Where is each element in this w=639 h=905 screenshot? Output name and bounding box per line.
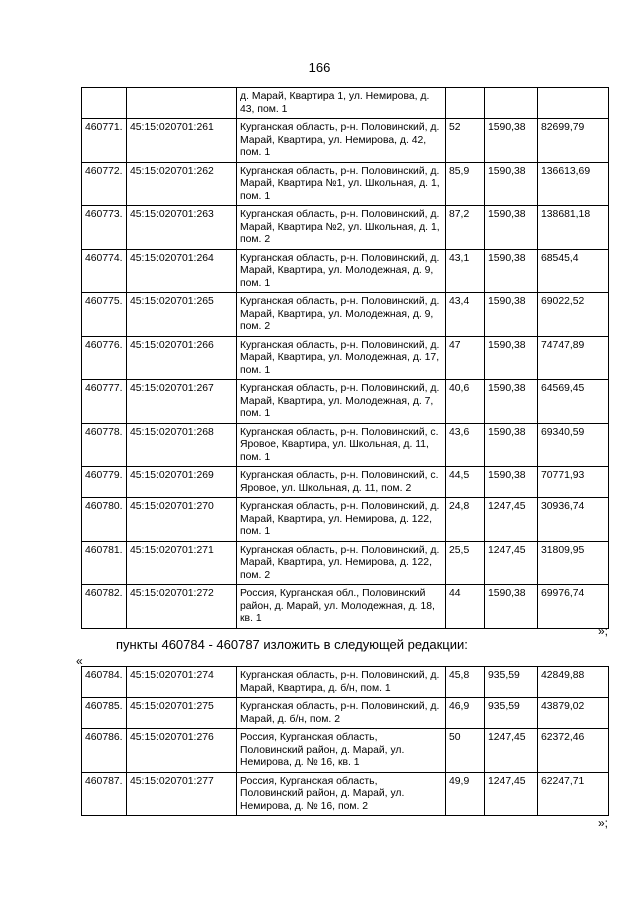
- address-cell: Курганская область, р-н. Половинский, д. Марай, д. б/н, пом. 2: [237, 698, 446, 729]
- rate-cell: 1247,45: [485, 772, 538, 816]
- cadastral-value-cell: 62372,46: [538, 729, 609, 773]
- cadastral-number-cell: 45:15:020701:276: [127, 729, 237, 773]
- address-cell: Курганская область, р-н. Половинский, д. Марай, Квартира, ул. Молодежная, д. 9, пом. 2: [237, 293, 446, 337]
- table-row: [82, 119, 609, 163]
- row-number-cell: [82, 88, 127, 119]
- area-cell: 43,6: [446, 423, 485, 467]
- rate-cell: 1590,38: [485, 206, 538, 250]
- cadastral-value-cell: 69022,52: [538, 293, 609, 337]
- row-number-cell: 460778.: [82, 423, 127, 467]
- rate-cell: 1590,38: [485, 467, 538, 498]
- cadastral-number-cell: 45:15:020701:265: [127, 293, 237, 337]
- rate-cell: 1247,45: [485, 498, 538, 542]
- row-number-cell: 460773.: [82, 206, 127, 250]
- address-cell: Курганская область, р-н. Половинский, д. Марай, Квартира, ул. Молодежная, д. 9, пом. 1: [237, 249, 446, 293]
- cadastral-value-cell: 62247,71: [538, 772, 609, 816]
- area-cell: 46,9: [446, 698, 485, 729]
- table-row: [82, 206, 609, 250]
- cadastral-value-cell: 42849,88: [538, 667, 609, 698]
- cadastral-value-cell: 138681,18: [538, 206, 609, 250]
- rate-cell: 1247,45: [485, 729, 538, 773]
- rate-cell: 1590,38: [485, 119, 538, 163]
- table-row: [82, 423, 609, 467]
- cadastral-number-cell: 45:15:020701:263: [127, 206, 237, 250]
- area-cell: 40,6: [446, 380, 485, 424]
- row-number-cell: 460772.: [82, 162, 127, 206]
- cadastral-value-cell: 64569,45: [538, 380, 609, 424]
- row-number-cell: 460779.: [82, 467, 127, 498]
- cadastral-value-cell: 30936,74: [538, 498, 609, 542]
- rate-cell: 1590,38: [485, 249, 538, 293]
- area-cell: 85,9: [446, 162, 485, 206]
- row-number-cell: 460782.: [82, 585, 127, 629]
- table-body: [82, 667, 609, 816]
- table-body: [82, 88, 609, 629]
- row-number-cell: 460781.: [82, 541, 127, 585]
- cadastral-value-cell: 70771,93: [538, 467, 609, 498]
- area-cell: 25,5: [446, 541, 485, 585]
- area-cell: 44,5: [446, 467, 485, 498]
- table-row: [82, 585, 609, 629]
- area-cell: 43,1: [446, 249, 485, 293]
- cadastral-number-cell: 45:15:020701:268: [127, 423, 237, 467]
- cadastral-number-cell: 45:15:020701:264: [127, 249, 237, 293]
- address-cell: Россия, Курганская обл., Половинский район, д. Марай, ул. Молодежная, д. 18, кв. 1: [237, 585, 446, 629]
- address-cell: Курганская область, р-н. Половинский, с. Яровое, ул. Школьная, д. 11, пом. 2: [237, 467, 446, 498]
- rate-cell: 935,59: [485, 667, 538, 698]
- address-cell: Курганская область, р-н. Половинский, д. Марай, Квартира, ул. Немирова, д. 42, пом. 1: [237, 119, 446, 163]
- cadastral-number-cell: 45:15:020701:272: [127, 585, 237, 629]
- row-number-cell: 460771.: [82, 119, 127, 163]
- address-cell: Курганская область, р-н. Половинский, д. Марай, Квартира, ул. Молодежная, д. 17, пом. 1: [237, 336, 446, 380]
- cadastral-number-cell: 45:15:020701:277: [127, 772, 237, 816]
- address-cell: Курганская область, р-н. Половинский, д. Марай, Квартира №2, ул. Школьная, д. 1, пом. 2: [237, 206, 446, 250]
- cadastral-value-cell: 43879,02: [538, 698, 609, 729]
- table-row: [82, 249, 609, 293]
- cadastral-value-cell: 69976,74: [538, 585, 609, 629]
- address-cell: Курганская область, р-н. Половинский, д. Марай, Квартира, д. б/н, пом. 1: [237, 667, 446, 698]
- cadastral-number-cell: 45:15:020701:269: [127, 467, 237, 498]
- cadastral-value-cell: 69340,59: [538, 423, 609, 467]
- table-row: [82, 467, 609, 498]
- rate-cell: 1590,38: [485, 336, 538, 380]
- cadastral-number-cell: [127, 88, 237, 119]
- address-cell: Россия, Курганская область, Половинский район, д. Марай, ул. Немирова, д. № 16, пом. 2: [237, 772, 446, 816]
- address-cell: Россия, Курганская область, Половинский район, д. Марай, ул. Немирова, д. № 16, кв. 1: [237, 729, 446, 773]
- address-cell: Курганская область, р-н. Половинский, д. Марай, Квартира №1, ул. Школьная, д. 1, пом. 1: [237, 162, 446, 206]
- cadastral-number-cell: 45:15:020701:267: [127, 380, 237, 424]
- cadastral-value-cell: [538, 88, 609, 119]
- row-number-cell: 460780.: [82, 498, 127, 542]
- table-row: [82, 162, 609, 206]
- area-cell: 49,9: [446, 772, 485, 816]
- table-row: [82, 293, 609, 337]
- cadastral-number-cell: 45:15:020701:271: [127, 541, 237, 585]
- rate-cell: 1590,38: [485, 585, 538, 629]
- table-row: [82, 88, 609, 119]
- cadastral-table-amended: [81, 666, 609, 816]
- rate-cell: 935,59: [485, 698, 538, 729]
- table-row: [82, 498, 609, 542]
- cadastral-number-cell: 45:15:020701:270: [127, 498, 237, 542]
- cadastral-value-cell: 82699,79: [538, 119, 609, 163]
- area-cell: 44: [446, 585, 485, 629]
- address-cell: Курганская область, р-н. Половинский, д. Марай, Квартира, ул. Молодежная, д. 7, пом. 1: [237, 380, 446, 424]
- area-cell: 43,4: [446, 293, 485, 337]
- rate-cell: 1590,38: [485, 293, 538, 337]
- rate-cell: 1590,38: [485, 162, 538, 206]
- row-number-cell: 460785.: [82, 698, 127, 729]
- cadastral-value-cell: 136613,69: [538, 162, 609, 206]
- address-cell: Курганская область, р-н. Половинский, с. Яровое, Квартира, ул. Школьная, д. 11, пом. 1: [237, 423, 446, 467]
- amendment-instruction: пункты 460784 - 460787 изложить в следующей редакции:: [116, 637, 468, 652]
- cadastral-table-continued: [81, 87, 609, 629]
- area-cell: 52: [446, 119, 485, 163]
- table-row: [82, 667, 609, 698]
- area-cell: 50: [446, 729, 485, 773]
- page-number: 166: [308, 60, 331, 75]
- cadastral-number-cell: 45:15:020701:262: [127, 162, 237, 206]
- table-row: [82, 380, 609, 424]
- rate-cell: [485, 88, 538, 119]
- area-cell: 45,8: [446, 667, 485, 698]
- row-number-cell: 460776.: [82, 336, 127, 380]
- closing-quote: »;: [597, 624, 608, 638]
- rate-cell: 1590,38: [485, 423, 538, 467]
- opening-quote: «: [76, 654, 83, 668]
- area-cell: [446, 88, 485, 119]
- cadastral-value-cell: 31809,95: [538, 541, 609, 585]
- cadastral-value-cell: 68545,4: [538, 249, 609, 293]
- address-cell: Курганская область, р-н. Половинский, д. Марай, Квартира, ул. Немирова, д. 122, пом. 1: [237, 498, 446, 542]
- row-number-cell: 460787.: [82, 772, 127, 816]
- area-cell: 87,2: [446, 206, 485, 250]
- cadastral-number-cell: 45:15:020701:266: [127, 336, 237, 380]
- rate-cell: 1590,38: [485, 380, 538, 424]
- cadastral-number-cell: 45:15:020701:261: [127, 119, 237, 163]
- row-number-cell: 460775.: [82, 293, 127, 337]
- cadastral-number-cell: 45:15:020701:275: [127, 698, 237, 729]
- table-row: [82, 698, 609, 729]
- row-number-cell: 460784.: [82, 667, 127, 698]
- row-number-cell: 460774.: [82, 249, 127, 293]
- area-cell: 24,8: [446, 498, 485, 542]
- cadastral-value-cell: 74747,89: [538, 336, 609, 380]
- area-cell: 47: [446, 336, 485, 380]
- address-cell: д. Марай, Квартира 1, ул. Немирова, д. 43, пом. 1: [237, 88, 446, 119]
- table-row: [82, 541, 609, 585]
- row-number-cell: 460786.: [82, 729, 127, 773]
- closing-quote: »;: [597, 816, 608, 830]
- table-row: [82, 336, 609, 380]
- row-number-cell: 460777.: [82, 380, 127, 424]
- table-row: [82, 772, 609, 816]
- rate-cell: 1247,45: [485, 541, 538, 585]
- address-cell: Курганская область, р-н. Половинский, д. Марай, Квартира, ул. Немирова, д. 122, пом. 2: [237, 541, 446, 585]
- table-row: [82, 729, 609, 773]
- cadastral-number-cell: 45:15:020701:274: [127, 667, 237, 698]
